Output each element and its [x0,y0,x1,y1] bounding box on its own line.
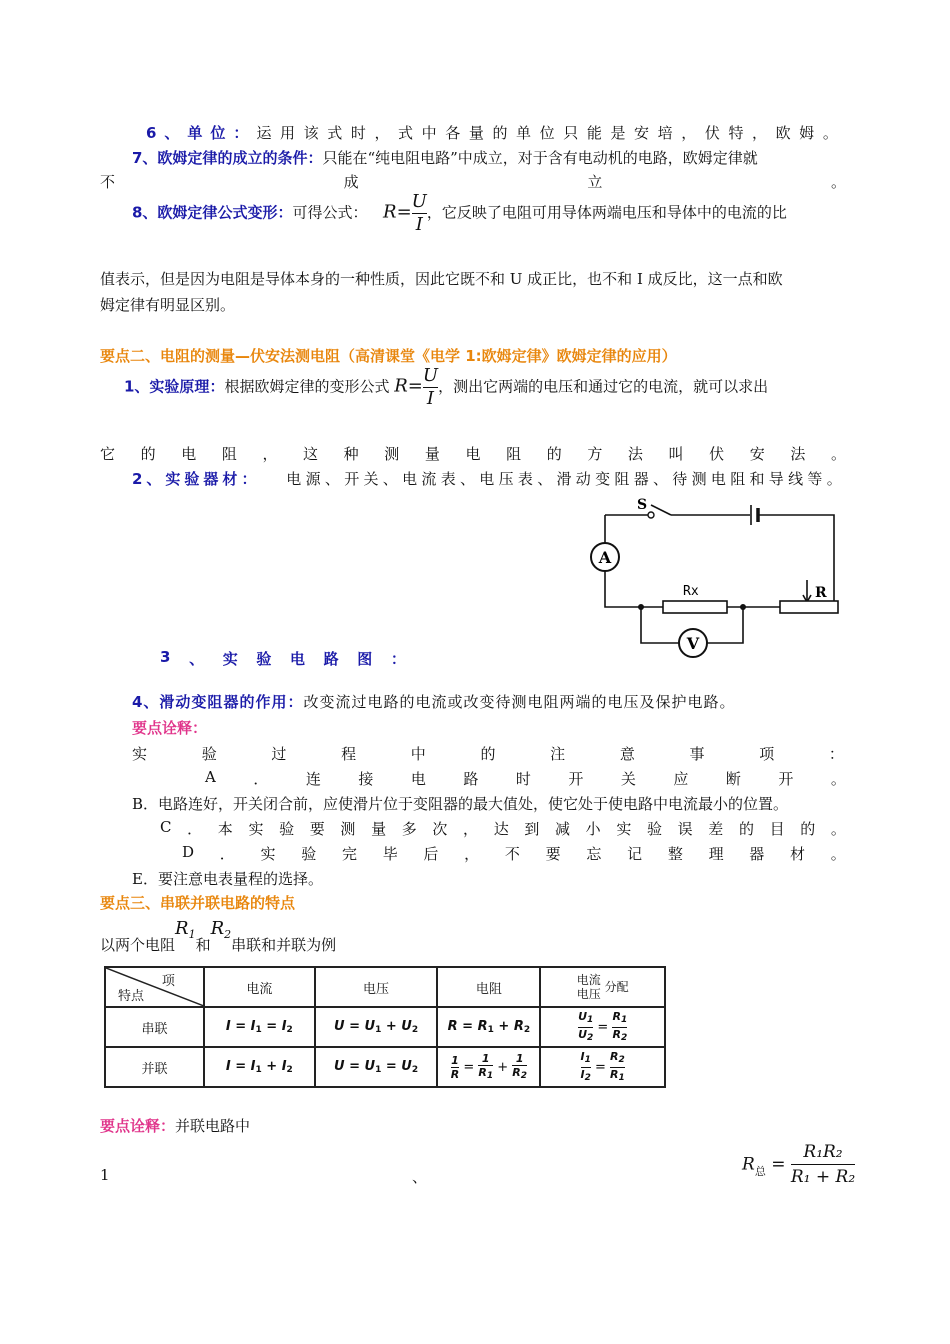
note1-title: 要点诠释： [132,719,208,737]
char: 事 [689,745,705,763]
formula-den: I [415,214,423,235]
char: 关 [620,770,636,788]
series-current: $I = I_1 = I_2$ [204,1007,315,1047]
circuit-table [104,966,666,1088]
r2-sub: 2 [224,928,232,941]
section2-title: 要点二、电阻的测量—伏安法测电阻（高清课堂《电学 1:欧姆定律》欧姆定律的应用） [100,347,677,365]
item8-line3: 姆定律有明显区别。 [100,296,236,314]
intro-post: 串联和并联为例 [231,936,337,954]
char: D [182,843,195,861]
char: 毕 [382,845,398,863]
s2item1-cont [100,443,846,464]
char: 验 [301,845,317,863]
char: 的 [800,820,816,838]
char: 中 [410,745,426,763]
char: 完 [341,845,357,863]
char: 这 [303,445,319,463]
char: 误 [677,820,693,838]
corner-top: 项 [161,974,175,989]
rheostat-label: R [815,585,827,601]
item8-text: ，它反映了电阻可用导体两端电压和导体中的电流的比 [426,203,787,222]
char: 不 [100,173,116,191]
char: 的 [546,445,562,463]
parallel-voltage: $U = U_1 = U_2$ [315,1047,438,1087]
char: ， [464,845,480,863]
intro-line [100,918,337,954]
char: 实 [222,650,238,668]
char: 验 [279,820,295,838]
char: 阻 [221,445,237,463]
char: 法 [627,445,643,463]
char: 成 [343,173,359,191]
char: 不 [504,845,520,863]
char: 小 [585,820,601,838]
intro-and: 和 [195,936,211,954]
series-distribution: $\frac{U_1}{U_2}$ = $\frac{R_1}{R_2}$ [540,1007,665,1047]
resistor-label: Rx [683,584,699,599]
note1-lineC [160,818,846,839]
parallel-total-formula: $R_总$ = $\frac{\text{R₁R₂}}{\text{R₁ + R₂}}$ [742,1142,856,1187]
item6-text: 运用该式时，式中各量的单位只能是安培，伏特，欧姆。 [256,124,847,142]
char: 。 [830,820,846,838]
char: 器 [749,845,765,863]
item6-label: 6、单位： [146,124,257,142]
char: 连 [305,770,321,788]
char: A [205,768,216,786]
char: 法 [790,445,806,463]
char: 开 [778,770,794,788]
char: 次 [432,820,448,838]
header-current: 电流 [204,967,315,1007]
char: ： [390,650,406,668]
char: ． [253,770,269,788]
header-distribution [540,967,665,1007]
char: 叫 [668,445,684,463]
char: 方 [587,445,603,463]
char: 接 [358,770,374,788]
switch-contact [648,512,654,518]
char: 要 [545,845,561,863]
char: 种 [343,445,359,463]
ammeter-label: A [598,548,612,567]
series-voltage: $U = U_1 + U_2$ [315,1007,438,1047]
char: 本 [217,820,233,838]
total-lhs: R [742,1154,755,1175]
item6-line [146,122,846,143]
section3-title: 要点三、串联并联电路的特点 [100,894,296,912]
char: 、 [189,650,205,668]
note1-lineB: B．电路连好，开关闭合前，应使滑片位于变阻器的最大值处，使它处于使电路中电流最小的位置。 [132,795,789,813]
char: ． [187,820,203,838]
item8-line2: 值表示，但是因为电阻是导体本身的一种性质，因此它既不和 U 成正比，也不和 I 成反比，这一点和欧 [100,270,783,288]
char: 程 [341,745,357,763]
note1-lineE: E．要注意电表量程的选择。 [132,870,323,888]
header-resistance: 电阻 [437,967,540,1007]
char: 后 [423,845,439,863]
char: 整 [667,845,683,863]
char: 路 [323,650,339,668]
char: 项 [759,745,775,763]
char: 的 [480,745,496,763]
char: 量 [371,820,387,838]
item8-line [132,191,787,236]
formula-lhs: R= [383,201,412,223]
r1: R [175,918,189,939]
header-voltage: 电压 [315,967,438,1007]
char: 要 [309,820,325,838]
note2-line [100,1115,250,1136]
char: 时 [515,770,531,788]
s2item4-text: 改变流过电路的电流或改变待测电阻两端的电压及保护电路。 [303,693,736,711]
s2item1-line [124,365,768,410]
voltmeter-label: V [686,634,700,653]
corner-cell [105,967,204,1007]
note2-title: 要点诠释： [100,1117,176,1135]
header-dist-c: 分配 [604,980,629,994]
s2item1-text: ，测出它两端的电压和通过它的电流，就可以求出 [438,377,769,396]
s2item3-line [160,648,406,669]
formula-num: U [411,191,427,212]
char: 验 [646,820,662,838]
char: 忘 [586,845,602,863]
note1-line1 [132,743,844,764]
char: 电 [465,445,481,463]
char: 电 [181,445,197,463]
formula-num: U [422,365,439,386]
note1-lineD [182,843,846,864]
formula-lhs: R= [394,375,423,397]
char: 实 [132,745,148,763]
parallel-distribution: $\frac{I_1}{I_2}$ = $\frac{R_2}{R_1}$ [540,1047,665,1087]
intro-pre: 以两个电阻 [100,936,176,954]
char: 注 [550,745,566,763]
switch-label: S [637,497,648,513]
char: 。 [830,845,846,863]
total-sub: 总 [754,1165,766,1178]
item7-line [132,147,758,168]
char: 实 [248,820,264,838]
char: 达 [493,820,509,838]
note2-text: 并联电路中 [175,1117,251,1135]
char: 多 [401,820,417,838]
char: 路 [463,770,479,788]
char: 的 [738,820,754,838]
char: 减 [555,820,571,838]
s2item2-text: 电源、开关、电流表、电压表、滑动变阻器、待测电阻和导线等。 [286,470,846,488]
char: 应 [673,770,689,788]
resistor-rx [663,601,727,613]
rheostat [780,601,838,613]
parallel-current: $I = I_1 + I_2$ [204,1047,315,1087]
char: 。 [830,770,846,788]
char: C [160,818,172,836]
char: 过 [271,745,287,763]
char: 实 [616,820,632,838]
char: 目 [769,820,785,838]
char: ， [262,445,278,463]
item7-cont [100,171,846,192]
corner-bottom: 特点 [118,989,145,1004]
item8-label: 8、欧姆定律公式变形： [132,203,293,222]
formula-fraction [412,191,427,236]
char: 验 [256,650,272,668]
char: 。 [830,445,846,463]
char: 图 [357,650,373,668]
char: 立 [587,173,603,191]
char: 验 [201,745,217,763]
parallel-resistance: $\frac{1}{R}$ = $\frac{1}{R_1}$ + $\frac{1}{R_2}$ [437,1047,540,1087]
char: 测 [384,445,400,463]
item8-pre: 可得公式： [292,203,368,222]
r2: R [210,918,225,939]
total-fraction [791,1140,855,1189]
bottom-num: 1 [100,1166,110,1184]
bottom-mark: 、 [412,1168,428,1186]
item7-text: 只能在“纯电阻电路”中成立，对于含有电动机的电路，欧姆定律就 [322,149,758,167]
total-den: R₁ + R₂ [790,1167,856,1187]
s2item1-pre: 根据欧姆定律的变形公式 [224,377,390,396]
char: 测 [340,820,356,838]
item7-label: 7、欧姆定律的成立的条件： [132,149,323,167]
char: ． [219,845,235,863]
char: 的 [140,445,156,463]
s2item4-line [132,691,735,712]
s2item1-label: 1、实验原理： [124,377,225,396]
formula-den: I [426,388,435,409]
char: 实 [260,845,276,863]
char: 理 [708,845,724,863]
row-parallel: 并联 [105,1047,204,1087]
row-series: 串联 [105,1007,204,1047]
char: 伏 [709,445,725,463]
char: ， [463,820,479,838]
char: 量 [424,445,440,463]
circuit-diagram [585,495,845,665]
char: 安 [749,445,765,463]
header-dist-b: 电压 [576,987,601,1001]
series-resistance: $R = R_1 + R_2$ [437,1007,540,1047]
formula-fraction [423,365,438,410]
char: 开 [568,770,584,788]
header-dist-a: 电流 [576,973,601,987]
char: 记 [627,845,643,863]
s2item2-line [132,468,846,489]
s2item4-label: 4、滑动变阻器的作用： [132,693,304,711]
char: 3 [160,648,171,666]
note1-lineA [205,768,846,789]
char: 材 [790,845,806,863]
char: 。 [830,173,846,191]
char: 意 [619,745,635,763]
char: 电 [410,770,426,788]
char: ： [828,745,844,763]
char: 电 [289,650,305,668]
r1-sub: 1 [188,928,196,941]
char: 到 [524,820,540,838]
char: 阻 [506,445,522,463]
total-num: R₁R₂ [803,1142,843,1162]
char: 断 [725,770,741,788]
char: 差 [708,820,724,838]
s2item2-label: 2、实验器材： [132,470,261,488]
char: 它 [100,445,116,463]
